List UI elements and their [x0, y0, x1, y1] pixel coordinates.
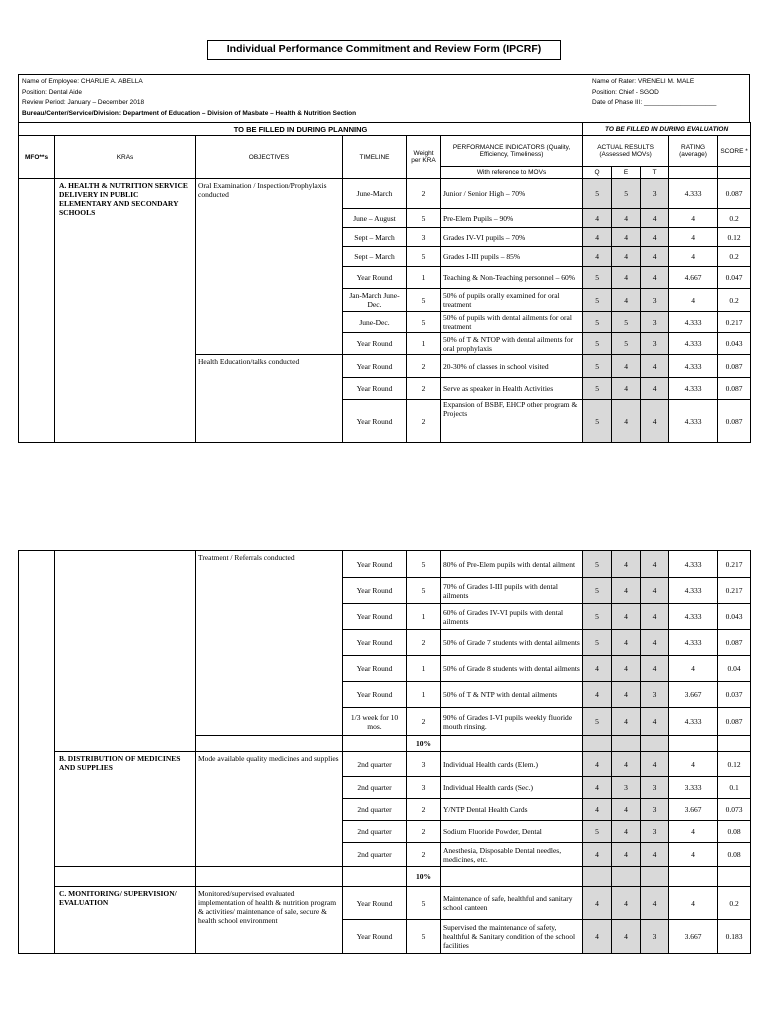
timeline-cell: Sept – March — [343, 247, 407, 267]
score-cell: 0.037 — [718, 682, 751, 708]
rater-name: Name of Rater: VRENELI M. MALE — [592, 78, 695, 85]
empty-cell — [196, 867, 343, 887]
indicator-cell: Serve as speaker in Health Activities — [441, 378, 583, 400]
kra-b: B. DISTRIBUTION OF MEDICINES AND SUPPLIES — [55, 752, 196, 867]
t-cell: 4 — [641, 378, 669, 400]
t-cell: 4 — [641, 656, 669, 682]
indicator-cell: Grades IV-VI pupils – 70% — [441, 228, 583, 247]
weight-cell: 2 — [407, 708, 441, 736]
indicator-cell: 50% of Grade 8 students with dental ailments — [441, 656, 583, 682]
timeline-cell: 1/3 week for 10 mos. — [343, 708, 407, 736]
rating-cell: 4.333 — [669, 312, 718, 333]
timeline-cell: Sept – March — [343, 228, 407, 247]
score-cell: 0.2 — [718, 209, 751, 228]
q-cell: 5 — [583, 604, 612, 630]
t-cell: 4 — [641, 228, 669, 247]
movs-header: With reference to MOVs — [441, 167, 583, 179]
rating-cell: 4.333 — [669, 578, 718, 604]
score-cell: 0.087 — [718, 378, 751, 400]
q-cell: 5 — [583, 578, 612, 604]
t-cell: 4 — [641, 887, 669, 920]
t-cell: 4 — [641, 708, 669, 736]
evaluation-header: TO BE FILLED IN DURING EVALUATION — [583, 123, 751, 136]
indicator-cell: Junior / Senior High – 70% — [441, 179, 583, 209]
e-cell: 4 — [612, 355, 641, 378]
indicator-cell: Expansion of BSBF, EHCP other program & Projects — [441, 400, 583, 443]
rating-cell: 4.333 — [669, 400, 718, 443]
t-cell: 4 — [641, 209, 669, 228]
empty-cell — [343, 736, 407, 752]
timeline-cell: Year Round — [343, 400, 407, 443]
rating-cell: 4.333 — [669, 551, 718, 578]
t-cell: 4 — [641, 247, 669, 267]
rater-date: Date of Phase III: ____________________ — [592, 99, 717, 106]
score-cell: 0.183 — [718, 920, 751, 954]
timeline-cell: 2nd quarter — [343, 799, 407, 821]
q-cell: 5 — [583, 378, 612, 400]
q-cell: 4 — [583, 843, 612, 867]
score-cell: 0.073 — [718, 799, 751, 821]
employee-header — [18, 74, 750, 122]
q-cell: 4 — [583, 228, 612, 247]
timeline-cell: 2nd quarter — [343, 752, 407, 777]
empty-cell — [641, 867, 669, 887]
timeline-cell: Year Round — [343, 682, 407, 708]
score-cell: 0.217 — [718, 312, 751, 333]
indicator-cell: 60% of Grades IV-VI pupils with dental ailments — [441, 604, 583, 630]
indicator-cell: Maintenance of safe, healthful and sanitary school canteen — [441, 887, 583, 920]
t-cell: 3 — [641, 920, 669, 954]
rating-cell: 3.333 — [669, 777, 718, 799]
e-header: E — [612, 167, 641, 179]
t-cell: 4 — [641, 843, 669, 867]
weight-cell: 1 — [407, 604, 441, 630]
rating-cell: 4 — [669, 209, 718, 228]
table-row — [19, 551, 751, 578]
mfo-header: MFO**s — [19, 136, 55, 179]
objective-oral-exam: Oral Examination / Inspection/Prophylaxis conducted — [196, 179, 343, 355]
weight-cell: 2 — [407, 799, 441, 821]
timeline-cell: Year Round — [343, 578, 407, 604]
rating-cell: 4 — [669, 752, 718, 777]
t-cell: 3 — [641, 312, 669, 333]
rating-cell: 4 — [669, 228, 718, 247]
score-sub-header — [718, 167, 751, 179]
e-cell: 4 — [612, 228, 641, 247]
empty-cell — [641, 736, 669, 752]
review-period: Review Period: January – December 2018 — [22, 99, 145, 106]
timeline-cell: Year Round — [343, 630, 407, 656]
q-cell: 4 — [583, 247, 612, 267]
rating-cell: 4.333 — [669, 333, 718, 355]
weight-cell: 5 — [407, 887, 441, 920]
score-cell: 0.043 — [718, 333, 751, 355]
score-cell: 0.1 — [718, 777, 751, 799]
e-cell: 4 — [612, 752, 641, 777]
rating-sub-header — [669, 167, 718, 179]
e-cell: 4 — [612, 604, 641, 630]
timeline-cell: Year Round — [343, 656, 407, 682]
weight-cell: 1 — [407, 267, 441, 289]
q-header: Q — [583, 167, 612, 179]
ipcrf-table-page-1 — [18, 122, 751, 443]
e-cell: 4 — [612, 378, 641, 400]
empty-cell — [669, 867, 718, 887]
objective-treatment: Treatment / Referrals conducted — [196, 551, 343, 736]
empty-cell — [55, 867, 196, 887]
weight-cell: 5 — [407, 551, 441, 578]
e-cell: 4 — [612, 843, 641, 867]
timeline-cell: Year Round — [343, 604, 407, 630]
weight-cell: 5 — [407, 209, 441, 228]
timeline-cell: 2nd quarter — [343, 821, 407, 843]
t-cell: 4 — [641, 752, 669, 777]
table-row — [19, 887, 751, 920]
timeline-cell: Jan-March June-Dec. — [343, 289, 407, 312]
empty-cell — [441, 736, 583, 752]
e-cell: 4 — [612, 578, 641, 604]
timeline-cell: Year Round — [343, 355, 407, 378]
score-cell: 0.2 — [718, 247, 751, 267]
score-cell: 0.2 — [718, 289, 751, 312]
score-cell: 0.043 — [718, 604, 751, 630]
t-cell: 4 — [641, 604, 669, 630]
objective-medicines: Mode available quality medicines and supplies — [196, 752, 343, 867]
e-cell: 5 — [612, 312, 641, 333]
indicator-cell: 90% of Grades I-VI pupils weekly fluoride mouth rinsing. — [441, 708, 583, 736]
q-cell: 4 — [583, 656, 612, 682]
q-cell: 4 — [583, 887, 612, 920]
weight-header: Weight per KRA — [407, 136, 441, 179]
t-cell: 3 — [641, 799, 669, 821]
rating-cell: 4.333 — [669, 708, 718, 736]
rating-cell: 4 — [669, 821, 718, 843]
timeline-header: TIMELINE — [343, 136, 407, 179]
e-cell: 4 — [612, 630, 641, 656]
weight-cell: 1 — [407, 656, 441, 682]
indicator-cell: Individual Health cards (Elem.) — [441, 752, 583, 777]
q-cell: 5 — [583, 179, 612, 209]
timeline-cell: Year Round — [343, 267, 407, 289]
employee-position: Position: Dental Aide — [22, 88, 82, 96]
weight-cell: 5 — [407, 289, 441, 312]
timeline-cell: Year Round — [343, 551, 407, 578]
q-cell: 5 — [583, 267, 612, 289]
rating-cell: 4 — [669, 887, 718, 920]
rating-cell: 4 — [669, 656, 718, 682]
indicator-cell: Sodium Fluoride Powder, Dental — [441, 821, 583, 843]
t-cell: 4 — [641, 267, 669, 289]
empty-cell — [612, 867, 641, 887]
rating-cell: 4.333 — [669, 630, 718, 656]
indicator-cell: Anesthesia, Disposable Dental needles, medicines, etc. — [441, 843, 583, 867]
table-row — [19, 752, 751, 777]
t-cell: 4 — [641, 355, 669, 378]
empty-cell — [583, 867, 612, 887]
subtotal-b: 10% — [407, 867, 441, 887]
e-cell: 4 — [612, 267, 641, 289]
mfo-cell — [19, 179, 55, 443]
empty-cell — [612, 736, 641, 752]
indicator-cell: 20-30% of classes in school visited — [441, 355, 583, 378]
score-cell: 0.047 — [718, 267, 751, 289]
empty-cell — [718, 736, 751, 752]
kra-c: C. MONITORING/ SUPERVISION/ EVALUATION — [55, 887, 196, 954]
indicators-header: PERFORMANCE INDICATORS (Quality, Efficiency, Timeliness) — [441, 136, 583, 167]
actual-results-header: ACTUAL RESULTS (Assessed MOVs) — [583, 136, 669, 167]
rating-cell: 4.333 — [669, 179, 718, 209]
e-cell: 4 — [612, 209, 641, 228]
timeline-cell: June-Dec. — [343, 312, 407, 333]
score-cell: 0.08 — [718, 821, 751, 843]
indicator-cell: 70% of Grades I-III pupils with dental ailments — [441, 578, 583, 604]
score-cell: 0.12 — [718, 752, 751, 777]
indicator-cell: Individual Health cards (Sec.) — [441, 777, 583, 799]
timeline-cell: Year Round — [343, 920, 407, 954]
weight-cell: 3 — [407, 777, 441, 799]
indicator-cell: 80% of Pre-Elem pupils with dental ailment — [441, 551, 583, 578]
e-cell: 4 — [612, 289, 641, 312]
q-cell: 5 — [583, 312, 612, 333]
rating-cell: 4.667 — [669, 267, 718, 289]
kra-a-continued — [55, 551, 196, 752]
e-cell: 4 — [612, 799, 641, 821]
score-cell: 0.2 — [718, 887, 751, 920]
indicator-cell: 50% of pupils with dental ailments for oral treatment — [441, 312, 583, 333]
q-cell: 4 — [583, 209, 612, 228]
kras-header: KRAs — [55, 136, 196, 179]
weight-cell: 1 — [407, 333, 441, 355]
weight-cell: 2 — [407, 843, 441, 867]
t-cell: 3 — [641, 821, 669, 843]
indicator-cell: Y/NTP Dental Health Cards — [441, 799, 583, 821]
timeline-cell: Year Round — [343, 378, 407, 400]
employee-info — [22, 77, 356, 119]
empty-cell — [669, 736, 718, 752]
kra-a: A. HEALTH & NUTRITION SERVICE DELIVERY IN PUBLIC ELEMENTARY AND SECONDARY SCHOOLS — [55, 179, 196, 443]
indicator-cell: Pre-Elem Pupils – 90% — [441, 209, 583, 228]
q-cell: 4 — [583, 799, 612, 821]
timeline-cell: Year Round — [343, 887, 407, 920]
score-cell: 0.12 — [718, 228, 751, 247]
e-cell: 4 — [612, 551, 641, 578]
timeline-cell: June – August — [343, 209, 407, 228]
t-cell: 3 — [641, 333, 669, 355]
timeline-cell: June-March — [343, 179, 407, 209]
t-cell: 4 — [641, 400, 669, 443]
e-cell: 4 — [612, 821, 641, 843]
weight-cell: 5 — [407, 920, 441, 954]
t-cell: 3 — [641, 682, 669, 708]
t-cell: 4 — [641, 578, 669, 604]
e-cell: 4 — [612, 247, 641, 267]
t-cell: 3 — [641, 289, 669, 312]
t-cell: 4 — [641, 551, 669, 578]
e-cell: 4 — [612, 708, 641, 736]
rating-cell: 4 — [669, 289, 718, 312]
mfo-cell — [19, 551, 55, 954]
timeline-cell: 2nd quarter — [343, 843, 407, 867]
indicator-cell: 50% of T & NTOP with dental ailments for oral prophylaxis — [441, 333, 583, 355]
score-cell: 0.217 — [718, 578, 751, 604]
weight-cell: 5 — [407, 312, 441, 333]
score-cell: 0.087 — [718, 708, 751, 736]
score-cell: 0.087 — [718, 630, 751, 656]
q-cell: 4 — [583, 777, 612, 799]
weight-cell: 2 — [407, 821, 441, 843]
weight-cell: 2 — [407, 630, 441, 656]
score-cell: 0.217 — [718, 551, 751, 578]
e-cell: 5 — [612, 179, 641, 209]
rating-cell: 4 — [669, 843, 718, 867]
e-cell: 4 — [612, 656, 641, 682]
empty-cell — [718, 867, 751, 887]
empty-cell — [343, 867, 407, 887]
q-cell: 5 — [583, 333, 612, 355]
weight-cell: 2 — [407, 355, 441, 378]
indicator-cell: Supervised the maintenance of safety, healthful & Sanitary condition of the school facilities — [441, 920, 583, 954]
rating-cell: 4.333 — [669, 378, 718, 400]
timeline-cell: Year Round — [343, 333, 407, 355]
indicator-cell: 50% of Grade 7 students with dental ailments — [441, 630, 583, 656]
weight-cell: 3 — [407, 228, 441, 247]
objective-monitoring: Monitored/supervised evaluated implementation of health & nutrition program & activities/ maintenance of sale, secure & health school environment — [196, 887, 343, 954]
weight-cell: 2 — [407, 378, 441, 400]
t-header: T — [641, 167, 669, 179]
planning-header: TO BE FILLED IN DURING PLANNING — [19, 123, 583, 136]
objective-health-ed: Health Education/talks conducted — [196, 355, 343, 443]
employee-name: Name of Employee: CHARLIE A. ABELLA — [22, 78, 143, 85]
q-cell: 5 — [583, 630, 612, 656]
rating-cell: 4.333 — [669, 355, 718, 378]
rating-header: RATING (average) — [669, 136, 718, 167]
score-header: SCORE * — [718, 136, 751, 167]
weight-cell: 5 — [407, 247, 441, 267]
subtotal-a: 10% — [407, 736, 441, 752]
e-cell: 4 — [612, 400, 641, 443]
t-cell: 4 — [641, 630, 669, 656]
q-cell: 5 — [583, 551, 612, 578]
q-cell: 5 — [583, 355, 612, 378]
e-cell: 4 — [612, 682, 641, 708]
weight-cell: 2 — [407, 179, 441, 209]
ipcrf-table-page-2 — [18, 550, 751, 954]
score-cell: 0.04 — [718, 656, 751, 682]
empty-cell — [196, 736, 343, 752]
e-cell: 4 — [612, 887, 641, 920]
q-cell: 5 — [583, 289, 612, 312]
rater-position: Position: Chief - SGOD — [592, 88, 659, 96]
indicator-cell: 50% of T & NTP with dental ailments — [441, 682, 583, 708]
bureau: Bureau/Center/Service/Division: Department of Education – Division of Masbate – Health & Nutrition Section — [22, 109, 357, 117]
q-cell: 4 — [583, 682, 612, 708]
weight-cell: 3 — [407, 752, 441, 777]
q-cell: 5 — [583, 708, 612, 736]
score-cell: 0.087 — [718, 400, 751, 443]
weight-cell: 2 — [407, 400, 441, 443]
objectives-header: OBJECTIVES — [196, 136, 343, 179]
e-cell: 3 — [612, 777, 641, 799]
indicator-cell: Grades I-III pupils – 85% — [441, 247, 583, 267]
rating-cell: 3.667 — [669, 920, 718, 954]
rating-cell: 3.667 — [669, 799, 718, 821]
empty-cell — [441, 867, 583, 887]
score-cell: 0.087 — [718, 355, 751, 378]
timeline-cell: 2nd quarter — [343, 777, 407, 799]
form-title: Individual Performance Commitment and Review Form (IPCRF) — [207, 40, 561, 60]
subtotal-row — [19, 867, 751, 887]
score-cell: 0.087 — [718, 179, 751, 209]
rater-info — [592, 77, 716, 109]
weight-cell: 5 — [407, 578, 441, 604]
t-cell: 3 — [641, 777, 669, 799]
q-cell: 4 — [583, 752, 612, 777]
rating-cell: 4.333 — [669, 604, 718, 630]
e-cell: 5 — [612, 333, 641, 355]
rating-cell: 4 — [669, 247, 718, 267]
t-cell: 3 — [641, 179, 669, 209]
e-cell: 4 — [612, 920, 641, 954]
q-cell: 5 — [583, 821, 612, 843]
score-cell: 0.08 — [718, 843, 751, 867]
rating-cell: 3.667 — [669, 682, 718, 708]
empty-cell — [583, 736, 612, 752]
indicator-cell: 50% of pupils orally examined for oral treatment — [441, 289, 583, 312]
q-cell: 5 — [583, 400, 612, 443]
indicator-cell: Teaching & Non-Teaching personnel – 60% — [441, 267, 583, 289]
weight-cell: 1 — [407, 682, 441, 708]
q-cell: 4 — [583, 920, 612, 954]
